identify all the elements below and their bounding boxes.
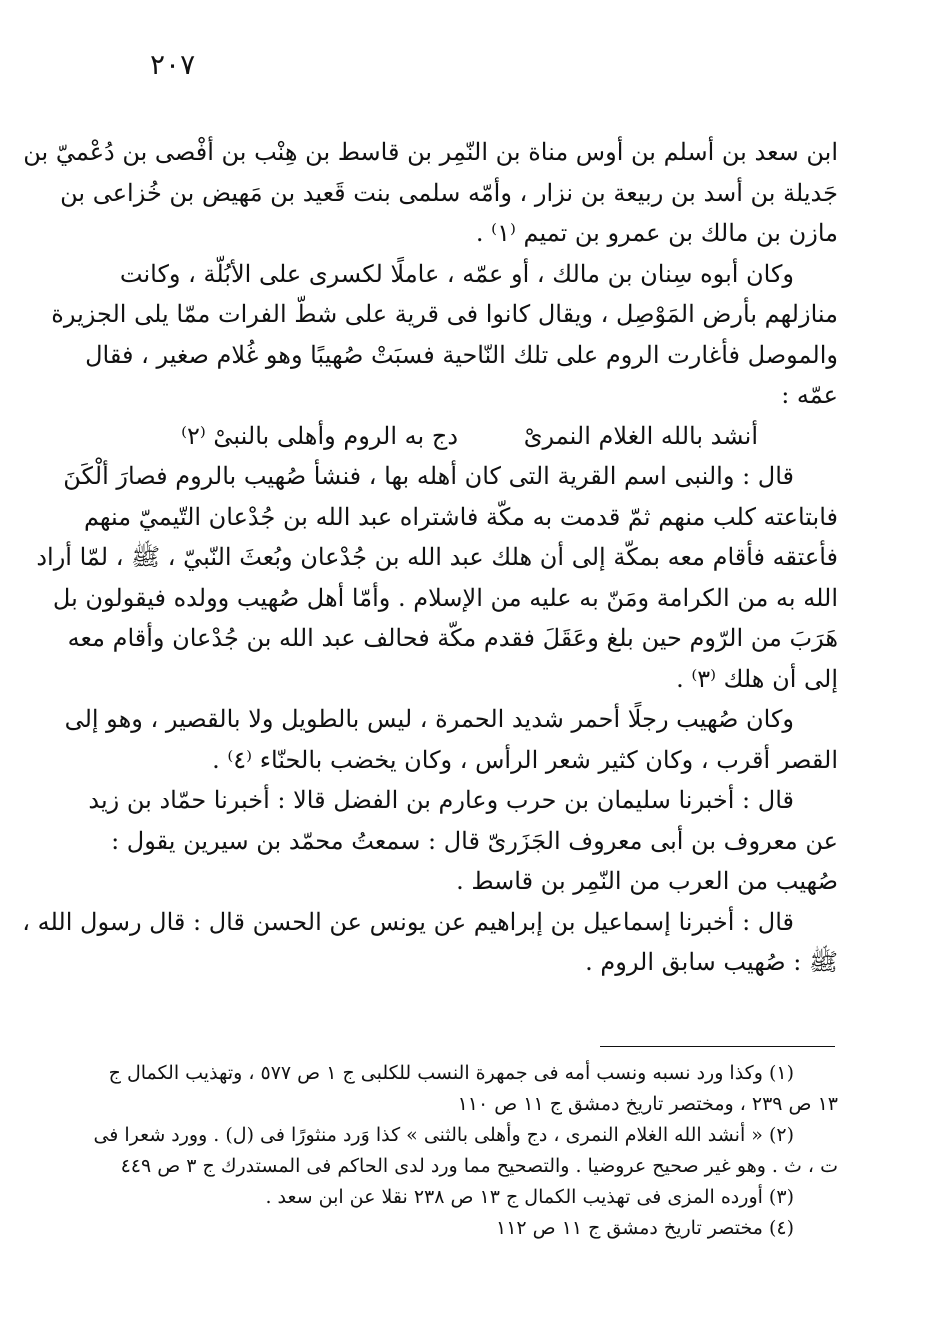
text-line: قال : أخبرنا سليمان بن حرب وعارم بن الفضل قالا : أخبرنا حمّاد بن زيد — [88, 786, 794, 814]
footnote-line: (١) وكذا ورد نسبه ونسب أمه فى جمهرة النسب للكلبى ج ١ ص ٥٧٧ ، وتهذيب الكمال ج — [108, 1062, 794, 1084]
footnote-line: ١٣ ص ٢٣٩ ، ومختصر تاريخ دمشق ج ١١ ص ١١٠ — [457, 1093, 838, 1115]
footnote-divider — [600, 1046, 835, 1047]
text-line: صُهيب من العرب من النّمِر بن قاسط . — [456, 867, 838, 895]
text-line: مازن بن مالك بن عمرو بن تميم ⁽١⁾ . — [475, 219, 838, 247]
text-line: ابن سعد بن أسلم بن أوس مناة بن النّمِر بن قاسط بن هِنْب بن أفْصى بن دُعْميّ بن — [23, 138, 838, 166]
main-text — [22, 132, 838, 983]
footnote-line: (٤) مختصر تاريخ دمشق ج ١١ ص ١١٢ — [496, 1217, 794, 1239]
poetry-verse — [138, 416, 838, 457]
text-line: فأعتقه فأقام معه بمكّة إلى أن هلك عبد الله بن جُدْعان وبُعثَ النّبيّ ، ﷺ ، لمّا أراد — [36, 543, 838, 571]
verse-hemistich-2: دج به الروم وأهلى بالنبىْ ⁽٢⁾ — [181, 421, 458, 450]
paragraph-group-2 — [22, 456, 838, 983]
text-line: قال : والنبى اسم القرية التى كان أهله بها ، فنشأ صُهيب بالروم فصارَ ألْكَنَ — [63, 462, 794, 490]
text-line: وكان أبوه سِنان بن مالك ، أو عمّه ، عاملًا لكسرى على الأبُلّة ، وكانت — [119, 259, 794, 288]
text-line: الله به من الكرامة ومَنّ به عليه من الإسلام . وأمّا أهل صُهيب وولده فيقولون بل — [52, 583, 838, 612]
text-line: ﷺ : صُهيب سابق الروم . — [585, 948, 838, 976]
text-line: عن معروف بن أبى معروف الجَزَرىّ قال : سمعتُ محمّد بن سيرين يقول : — [111, 826, 838, 855]
page-number: ٢٠٧ — [150, 48, 196, 81]
footnote-line: (٣) أورده المزى فى تهذيب الكمال ج ١٣ ص ٢٣٨ نقلا عن ابن سعد . — [265, 1186, 794, 1208]
text-line: قال : أخبرنا إسماعيل بن إبراهيم عن يونس عن الحسن قال : قال رسول الله ، — [22, 907, 794, 936]
text-line: والموصل فأغارت الروم على تلك النّاحية فسبَتْ صُهيبًا وهو غُلام صغير ، فقال — [85, 340, 838, 369]
text-line: فابتاعته كلب منهم ثمّ قدمت به مكّة فاشتراه عبد الله بن جُدْعان التّيميّ منهم — [83, 502, 838, 531]
text-line: وكان صُهيب رجلًا أحمر شديد الحمرة ، ليس بالطويل ولا بالقصير ، وهو إلى — [64, 705, 794, 733]
paragraph-group-1 — [23, 132, 838, 416]
footnotes — [93, 1058, 838, 1244]
text-line: إلى أن هلك ⁽٣⁾ . — [676, 664, 838, 693]
verse-hemistich-1: أنشد بالله الغلام النمرىْ — [523, 421, 758, 450]
text-line: القصر أقرب ، وكان كثير شعر الرأس ، وكان يخضب بالحنّاء ⁽٤⁾ . — [212, 745, 838, 774]
text-line: جَديلة بن أسد بن ربيعة بن نزار ، وأمّه سلمى بنت قَعيد بن مَهيض بن خُزاعى بن — [60, 178, 838, 207]
footnote-line: ت ، ث . وهو غير صحيح عروضيا . والتصحيح مما ورد لدى الحاكم فى المستدرك ج ٣ ص ٤٤٩ — [120, 1155, 838, 1177]
text-line: عمّه : — [781, 381, 838, 409]
text-line: منازلهم بأرض المَوْصِل ، ويقال كانوا فى قرية على شطّ الفرات ممّا يلى الجزيرة — [51, 300, 838, 328]
text-line: هَرَبَ من الرّوم حين بلغ وعَقَلَ فقدم مكّة فحالف عبد الله بن جُدْعان وأقام معه — [67, 624, 838, 652]
footnote-line: (٢) « أنشد الله الغلام النمرى ، دج وأهلى بالثنى » كذا وَرد منثورًا فى (ل) . وورد شعرا فى — [93, 1124, 794, 1146]
